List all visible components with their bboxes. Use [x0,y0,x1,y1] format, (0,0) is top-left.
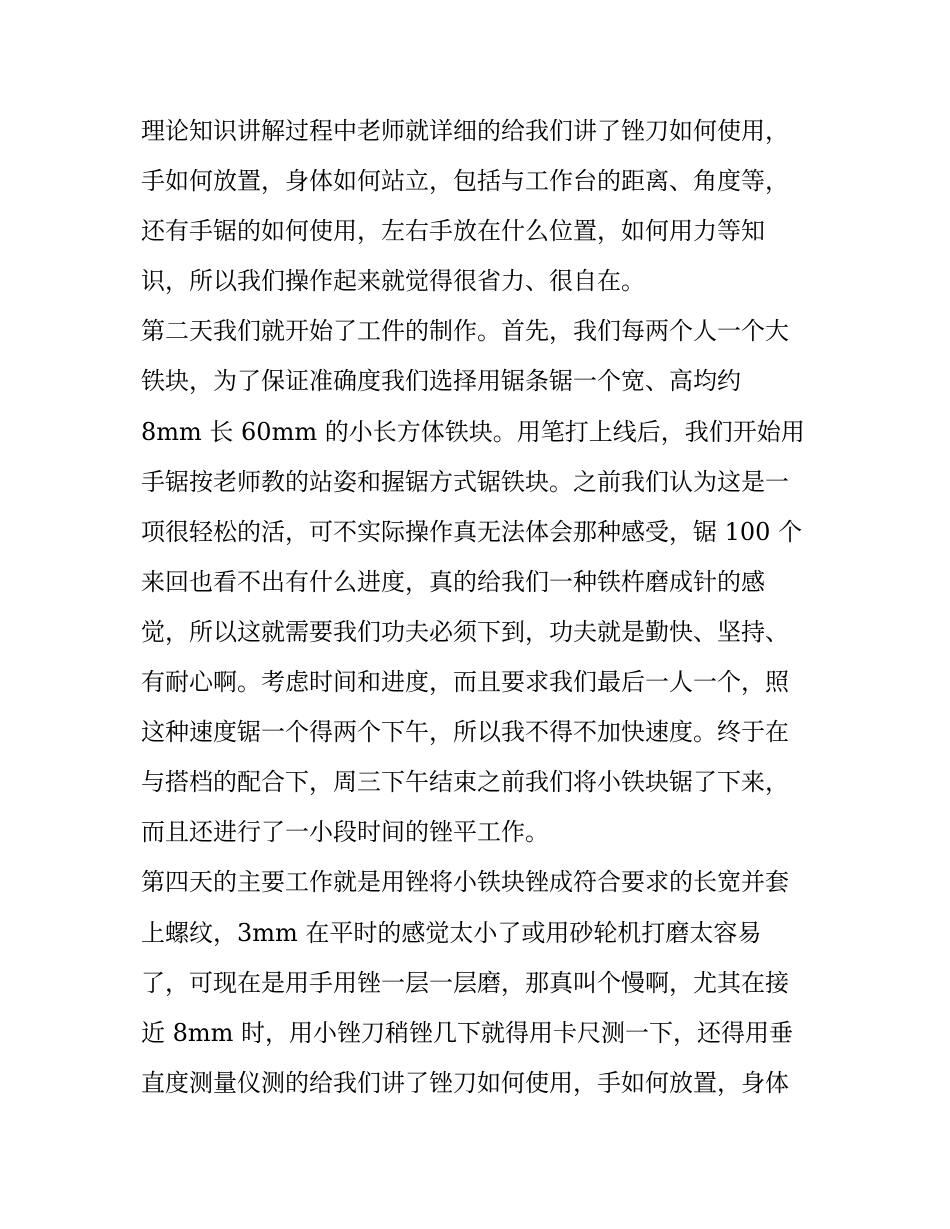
text-line: 这种速度锯一个得两个下午，所以我不得不加快速度。终于在 [141,718,789,747]
text-line: 项很轻松的活，可不实际操作真无法体会那种感受，锯 100 个 [141,517,803,546]
text-line: 手锯按老师教的站姿和握锯方式锯铁块。之前我们认为这是一 [141,467,789,496]
text-line: 有耐心啊。考虑时间和进度，而且要求我们最后一人一个，照 [141,668,789,697]
body-text [141,106,821,1108]
text-line: 第二天我们就开始了工件的制作。首先，我们每两个人一个大 [141,317,789,346]
text-line: 识，所以我们操作起来就觉得很省力、很自在。 [141,267,645,296]
text-line: 了，可现在是用手用锉一层一层磨，那真叫个慢啊，尤其在接 [141,968,789,997]
text-line: 直度测量仪测的给我们讲了锉刀如何使用，手如何放置，身体 [141,1068,789,1097]
text-line: 8mm 长 60mm 的小长方体铁块。用笔打上线后，我们开始用 [141,417,805,446]
text-line: 觉，所以这就需要我们功夫必须下到，功夫就是勤快、坚持、 [141,617,789,646]
text-line: 来回也看不出有什么进度，真的给我们一种铁杵磨成针的感 [141,567,765,596]
text-line: 理论知识讲解过程中老师就详细的给我们讲了锉刀如何使用， [141,117,789,145]
text-line: 手如何放置，身体如何站立，包括与工作台的距离、角度等， [141,167,789,196]
text-line: 近 8mm 时，用小锉刀稍锉几下就得用卡尺测一下，还得用垂 [141,1018,794,1047]
text-line: 铁块，为了保证准确度我们选择用锯条锯一个宽、高均约 [141,367,741,396]
text-line: 还有手锯的如何使用，左右手放在什么位置，如何用力等知 [141,217,765,246]
text-line: 第四天的主要工作就是用锉将小铁块锉成符合要求的长宽并套 [141,868,789,897]
text-line: 上螺纹，3mm 在平时的感觉太小了或用砂轮机打磨太容易 [141,918,762,947]
text-line: 与搭档的配合下，周三下午结束之前我们将小铁块锯了下来， [141,768,789,797]
text-line: 而且还进行了一小段时间的锉平工作。 [141,818,549,847]
